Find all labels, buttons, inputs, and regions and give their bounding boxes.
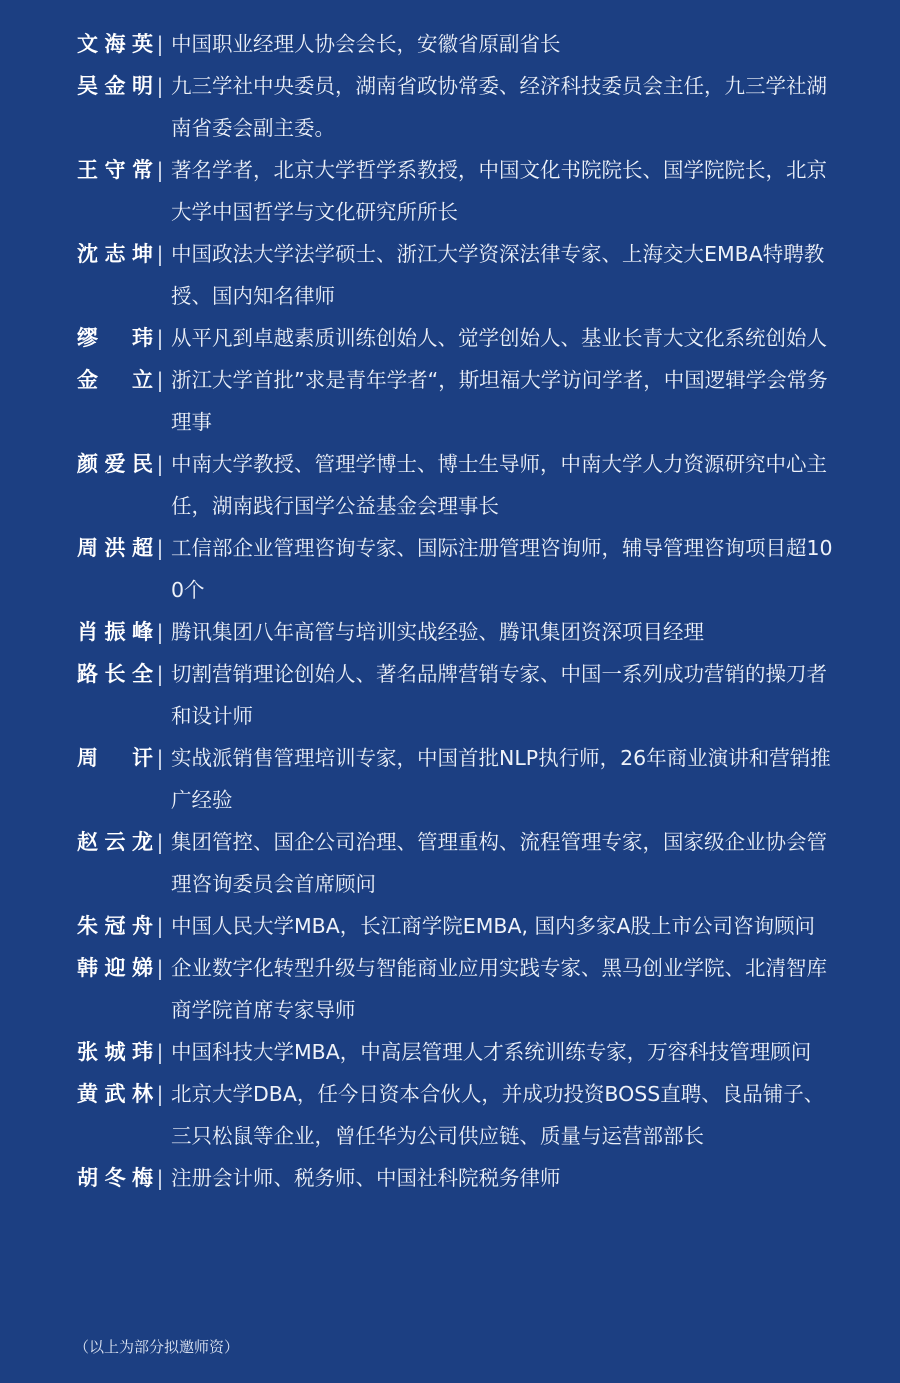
instructor-description: 中国政法大学法学硕士、浙江大学资深法律专家、上海交大EMBA特聘教授、国内知名律师 [171,242,825,308]
instructor-description: 著名学者，北京大学哲学系教授，中国文化书院院长、国学院院长，北京大学中国哲学与文化研究所所长 [171,158,827,224]
instructor-entry [0,1073,900,1157]
instructor-entry [0,65,900,149]
instructor-description: 集团管控、国企公司治理、管理重构、流程管理专家，国家级企业协会管理咨询委员会首席顾问 [171,830,827,896]
instructor-name: 沈志坤 [77,242,153,266]
instructor-description: 企业数字化转型升级与智能商业应用实践专家、黑马创业学院、北清智库商学院首席专家导师 [171,956,827,1022]
separator: | [156,662,164,686]
instructor-description: 九三学社中央委员，湖南省政协常委、经济科技委员会主任，九三学社湖南省委会副主委。 [171,74,827,140]
instructor-description: 切割营销理论创始人、著名品牌营销专家、中国一系列成功营销的操刀者和设计师 [171,662,827,728]
separator: | [156,326,164,350]
separator: | [156,1166,164,1190]
separator: | [156,74,164,98]
instructor-entry [0,905,900,947]
instructor-name: 吴金明 [77,74,153,98]
instructor-entry [0,359,900,443]
instructor-entry [0,527,900,611]
instructor-name: 周洪超 [77,536,153,560]
separator: | [156,746,164,770]
instructor-entry [0,737,900,821]
instructor-name: 颜爱民 [77,452,153,476]
instructor-description: 实战派销售管理培训专家，中国首批NLP执行师，26年商业演讲和营销推广经验 [171,746,831,812]
instructor-name: 胡冬梅 [77,1166,153,1190]
instructor-name: 路长全 [77,662,153,686]
instructor-description: 注册会计师、税务师、中国社科院税务律师 [171,1166,561,1190]
instructor-name: 朱冠舟 [77,914,153,938]
separator: | [156,32,164,56]
instructor-name: 金立 [77,368,153,392]
separator: | [156,830,164,854]
instructor-name: 缪玮 [77,326,153,350]
instructor-description: 从平凡到卓越素质训练创始人、觉学创始人、基业长青大文化系统创始人 [171,326,827,350]
instructor-description: 工信部企业管理咨询专家、国际注册管理咨询师，辅导管理咨询项目超100个 [171,536,833,602]
instructor-name: 黄武林 [77,1082,153,1106]
separator: | [156,914,164,938]
instructor-description: 浙江大学首批”求是青年学者“，斯坦福大学访问学者，中国逻辑学会常务理事 [171,368,828,434]
instructor-description: 中国科技大学MBA，中高层管理人才系统训练专家，万容科技管理顾问 [171,1040,812,1064]
instructor-entry [0,233,900,317]
separator: | [156,1082,164,1106]
instructor-description: 腾讯集团八年高管与培训实战经验、腾讯集团资深项目经理 [171,620,704,644]
instructor-entry [0,947,900,1031]
instructor-entry [0,317,900,359]
separator: | [156,1040,164,1064]
instructor-description: 北京大学DBA，任今日资本合伙人，并成功投资BOSS直聘、良品铺子、三只松鼠等企业，曾任华为公司供应链、质量与运营部部长 [171,1082,825,1148]
separator: | [156,620,164,644]
instructor-description: 中南大学教授、管理学博士、博士生导师，中南大学人力资源研究中心主任，湖南践行国学公益基金会理事长 [171,452,827,518]
instructor-name: 文海英 [77,32,153,56]
separator: | [156,158,164,182]
instructor-entry [0,23,900,65]
instructor-name: 赵云龙 [77,830,153,854]
footnote: （以上为部分拟邀师资） [74,1338,240,1356]
separator: | [156,956,164,980]
instructor-entry [0,821,900,905]
separator: | [156,452,164,476]
instructor-description: 中国人民大学MBA，长江商学院EMBA, 国内多家A股上市公司咨询顾问 [171,914,816,938]
instructor-entry [0,1031,900,1073]
instructor-list [0,23,900,1199]
separator: | [156,536,164,560]
instructor-name: 韩迎娣 [77,956,153,980]
separator: | [156,368,164,392]
instructor-entry [0,611,900,653]
instructor-name: 肖振峰 [77,620,153,644]
instructor-name: 周讦 [77,746,153,770]
instructor-name: 张城玮 [77,1040,153,1064]
instructor-name: 王守常 [77,158,153,182]
separator: | [156,242,164,266]
instructor-entry [0,443,900,527]
instructor-entry [0,653,900,737]
instructor-entry [0,149,900,233]
instructor-description: 中国职业经理人协会会长，安徽省原副省长 [171,32,561,56]
instructor-entry [0,1157,900,1199]
